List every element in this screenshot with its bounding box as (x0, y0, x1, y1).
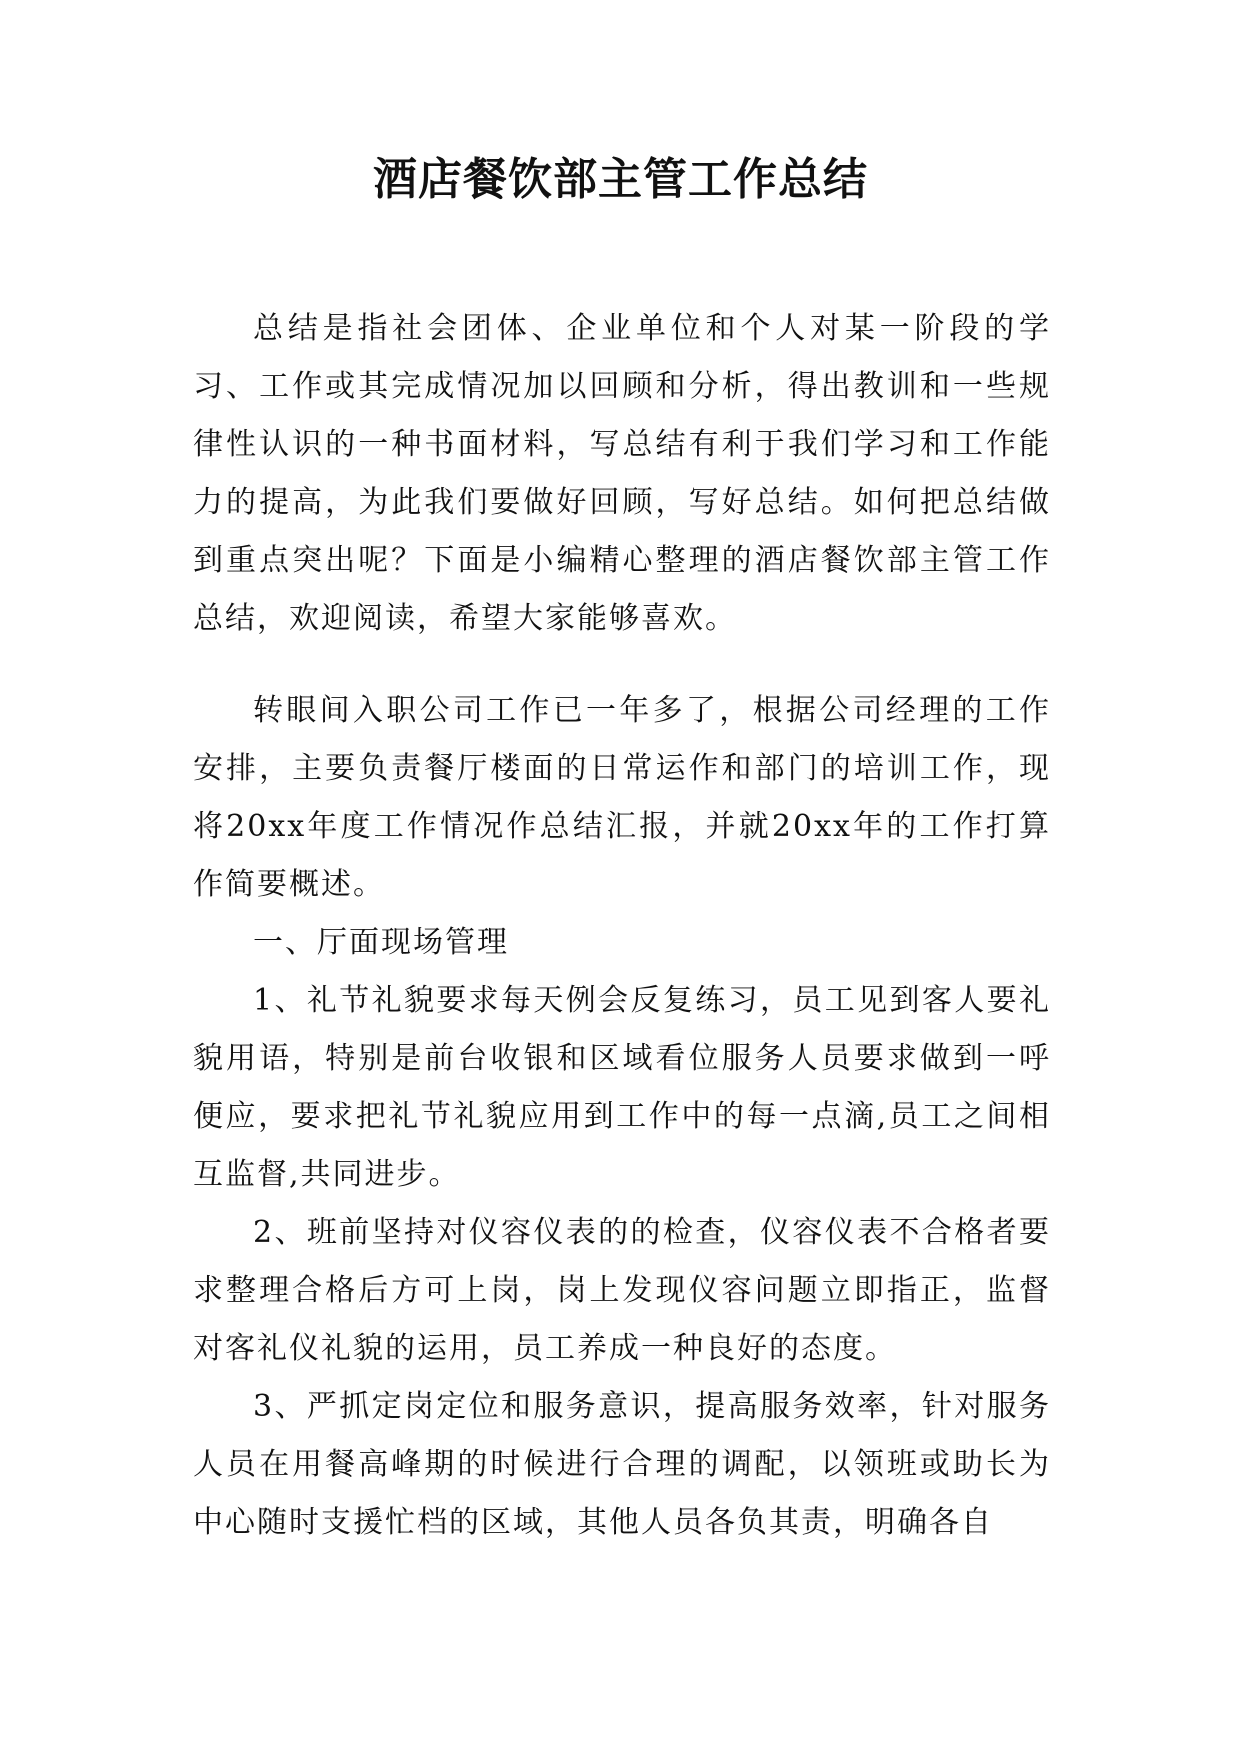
document-body (193, 300, 1051, 1552)
item-paragraph-3: 3、严抓定岗定位和服务意识，提高服务效率，针对服务人员在用餐高峰期的时候进行合理的调配，以领班或助长为中心随时支援忙档的区域，其他人员各负其责，明确各自 (193, 1389, 1051, 1540)
item-paragraph-2: 2、班前坚持对仪容仪表的的检查，仪容仪表不合格者要求整理合格后方可上岗，岗上发现仪容问题立即指正，监督对客礼仪礼貌的运用，员工养成一种良好的态度。 (193, 1215, 1051, 1366)
item-paragraph-1: 1、礼节礼貌要求每天例会反复练习，员工见到客人要礼貌用语，特别是前台收银和区域看位服务人员要求做到一呼便应，要求把礼节礼貌应用到工作中的每一点滴,员工之间相互监督,共同进步。 (193, 983, 1051, 1192)
section-heading-floor-management: 一、厅面现场管理 (253, 925, 509, 960)
document-title: 酒店餐饮部主管工作总结 (373, 154, 868, 205)
intro-paragraph: 总结是指社会团体、企业单位和个人对某一阶段的学习、工作或其完成情况加以回顾和分析，得出教训和一些规律性认识的一种书面材料，写总结有利于我们学习和工作能力的提高，为此我们要做好回顾，写好总结。如何把总结做到重点突出呢？下面是小编精心整理的酒店餐饮部主管工作总结，欢迎阅读，希望大家能够喜欢。 (193, 311, 1051, 636)
opening-paragraph: 转眼间入职公司工作已一年多了，根据公司经理的工作安排，主要负责餐厅楼面的日常运作和部门的培训工作，现将20xx年度工作情况作总结汇报，并就20xx年的工作打算作简要概述。 (193, 693, 1051, 902)
